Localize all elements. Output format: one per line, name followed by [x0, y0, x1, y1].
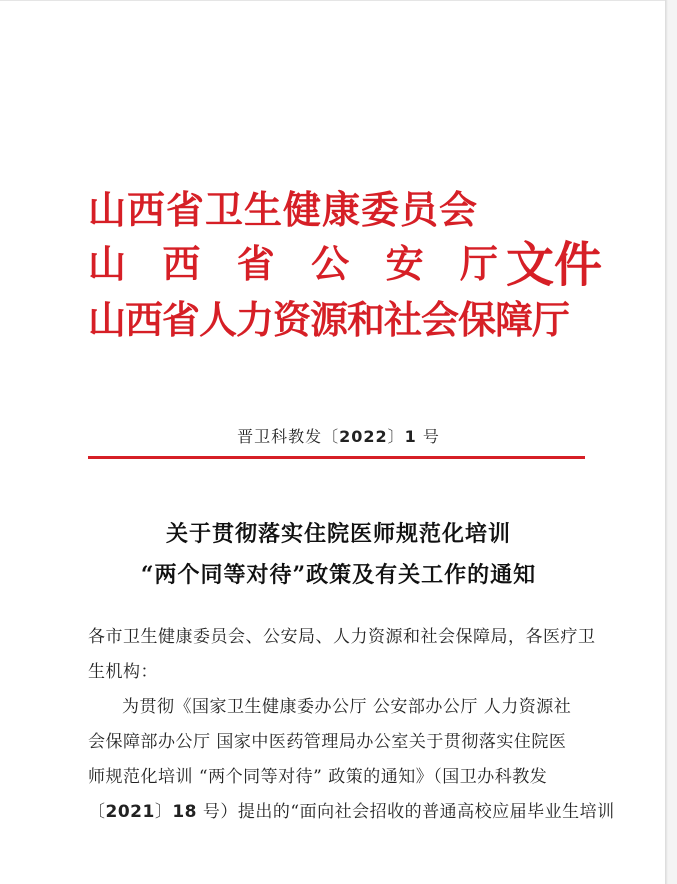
body-line-6	[88, 795, 615, 830]
body-line-1: 各市卫生健康委员会、公安局、人力资源和社会保障局，各医疗卫	[88, 627, 596, 647]
issuer-2-char: 山	[88, 241, 127, 286]
body-line-6-num: 18	[172, 802, 197, 822]
issuer-health-commission: 山西省卫生健康委员会	[88, 187, 479, 232]
body-line-6-year: 2021	[105, 802, 155, 822]
body-line-4: 会保障部办公厅 国家中医药管理局办公室关于贯彻落实住院医	[88, 732, 567, 752]
body-line-3: 为贯彻《国家卫生健康委办公厅 公安部办公厅 人力资源社	[122, 697, 572, 717]
body-line-6-bracket-close: 〕	[154, 802, 173, 822]
issuer-2-char: 省	[236, 241, 275, 286]
doc-number-year: 2022	[339, 427, 388, 446]
doc-number-prefix: 晋卫科教发〔	[237, 427, 340, 446]
document-type-label: 文件	[506, 237, 603, 293]
body-line-6-bracket: 〔	[88, 802, 106, 822]
doc-number-bracket: 〕	[387, 427, 405, 446]
issuer-2-char: 安	[385, 241, 424, 286]
doc-number-suffix: 号	[416, 427, 440, 446]
doc-number-num: 1	[404, 427, 417, 446]
page-top-border	[0, 0, 665, 1]
issuer-public-security	[88, 242, 498, 286]
document-header	[88, 180, 603, 360]
red-divider	[88, 456, 585, 459]
notice-title-line-1: 关于贯彻落实住院医师规范化培训	[165, 521, 511, 547]
issuer-2-char: 厅	[459, 241, 498, 286]
body-line-2: 生机构：	[88, 662, 158, 682]
issuer-2-char: 公	[311, 241, 350, 286]
body-line-5: 师规范化培训 “两个同等对待” 政策的通知》（国卫办科教发	[88, 767, 548, 787]
issuer-human-resources: 山西省人力资源和社会保障厅	[88, 297, 570, 342]
body-line-6-rest: 号）提出的“面向社会招收的普通高校应届毕业生培训	[197, 802, 615, 822]
notice-title-line-2: “两个同等对待”政策及有关工作的通知	[140, 562, 537, 588]
document-number	[0, 424, 677, 447]
issuer-2-char: 西	[162, 241, 201, 286]
